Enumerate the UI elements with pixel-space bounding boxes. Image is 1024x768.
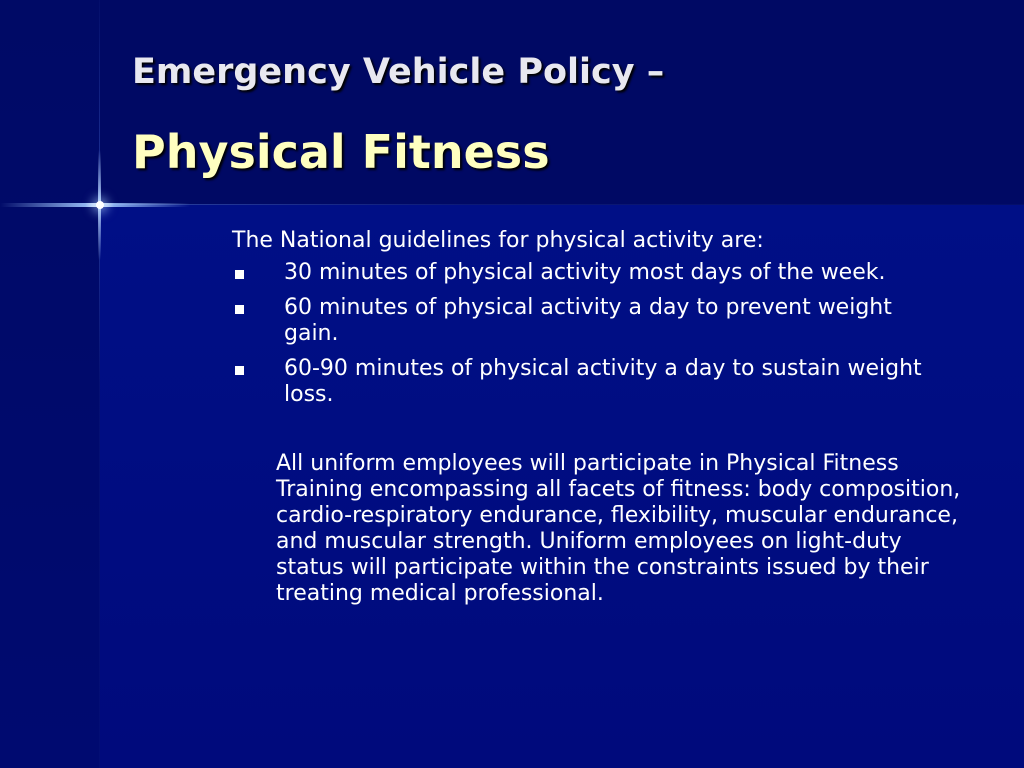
left-band: [0, 0, 100, 768]
intro-text: The National guidelines for physical activity are:: [232, 228, 764, 253]
square-bullet-icon: [235, 366, 244, 375]
square-bullet-icon: [235, 305, 244, 314]
sparkle-icon-horizontal-ray: [0, 203, 190, 207]
bullet-item: [232, 295, 924, 347]
bullet-text: 60 minutes of physical activity a day to prevent weight gain.: [284, 295, 892, 346]
slide-subtitle: Physical Fitness: [132, 125, 550, 179]
bullet-list: [232, 260, 932, 417]
horizontal-rule: [100, 204, 1024, 205]
sparkle-icon: [96, 201, 104, 209]
bullet-item: [232, 260, 924, 286]
vertical-rule: [99, 0, 100, 768]
bullet-item: [232, 356, 924, 408]
bullet-text: 30 minutes of physical activity most days of the week.: [284, 260, 886, 285]
slide-title: Emergency Vehicle Policy –: [132, 52, 665, 92]
bullet-text: 60-90 minutes of physical activity a day to sustain weight loss.: [284, 356, 922, 407]
square-bullet-icon: [235, 270, 244, 279]
policy-paragraph: All uniform employees will participate in Physical Fitness Training encompassing all facets of fitness: body composition, cardio-respiratory endurance, flexibility, muscular endurance, and muscular strength. Uniform employees on light-duty status will participate within the constraints issued by their treating medical professional.: [276, 451, 961, 606]
